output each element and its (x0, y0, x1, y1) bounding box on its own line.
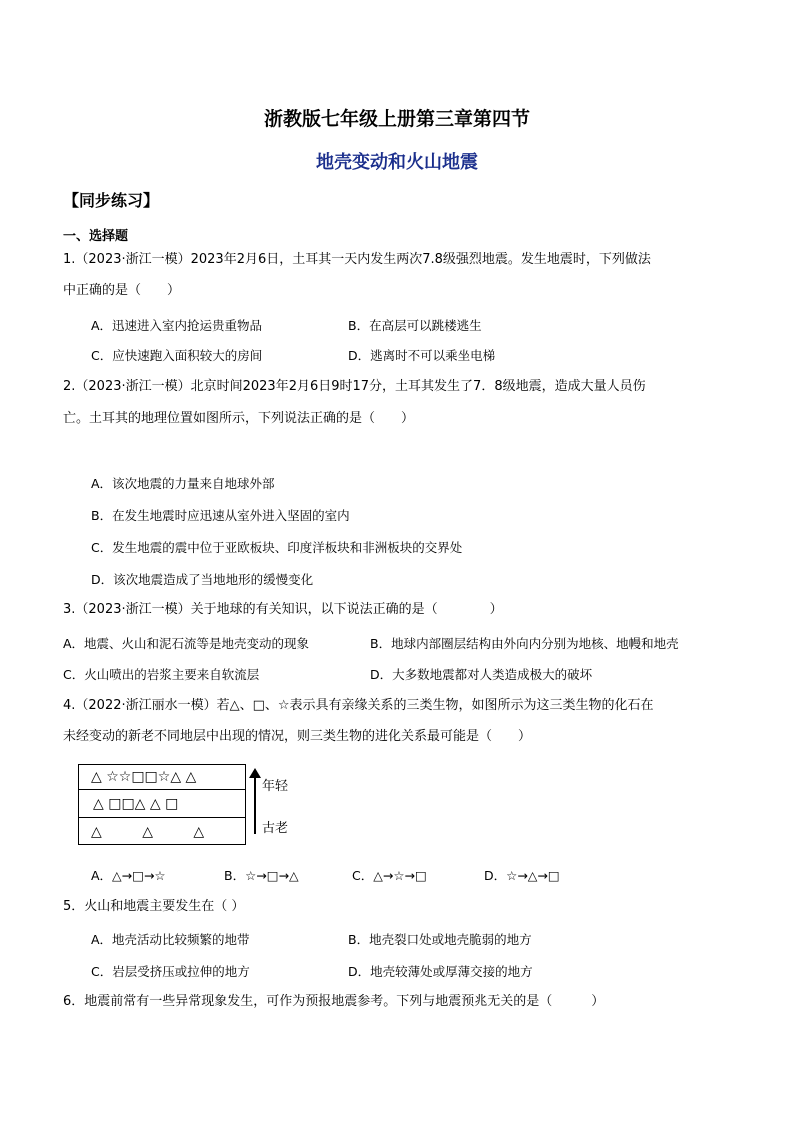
question-3-option-a: A．地震、火山和泥石流等是地壳变动的现象 (63, 636, 310, 651)
question-1-option-c: C．应快速跑入面积较大的房间 (91, 348, 263, 363)
question-1-option-d: D．逃离时不可以乘坐电梯 (348, 348, 496, 363)
question-2-option-b: B．在发生地震时应迅速从室外进入坚固的室内 (91, 508, 350, 523)
stratum-middle (79, 790, 245, 818)
part-heading: 一、选择题 (63, 229, 129, 244)
stratum-bottom-symbols: △ △ △ (91, 824, 205, 840)
stratum-top-symbols: △ ☆☆□□☆△ △ (91, 769, 197, 785)
question-2-option-d: D．该次地震造成了当地地形的缓慢变化 (91, 572, 314, 587)
stratum-top (79, 765, 245, 790)
section-heading: 【同步练习】 (63, 191, 160, 210)
arrow-shaft (254, 776, 256, 834)
question-5-line1: 5．火山和地震主要发生在（ ） (63, 899, 245, 914)
label-young: 年轻 (262, 779, 289, 794)
question-4-line1: 4.（2022·浙江丽水一模）若△、□、☆表示具有亲缘关系的三类生物，如图所示为这三类生物的化石在 (63, 698, 654, 713)
question-4-option-a: A．△→□→☆ (91, 868, 166, 883)
fossil-strata-figure (78, 764, 246, 845)
question-4-option-b: B．☆→□→△ (224, 868, 299, 883)
question-4-option-c: C．△→☆→□ (352, 868, 427, 883)
question-2-line2: 亡。土耳其的地理位置如图所示，下列说法正确的是（ ） (63, 411, 415, 426)
question-5-option-a: A．地壳活动比较频繁的地带 (91, 932, 250, 947)
question-4-line2: 未经变动的新老不同地层中出现的情况，则三类生物的进化关系最可能是（ ） (63, 729, 532, 744)
question-5-option-d: D．地壳较薄处或厚薄交接的地方 (348, 964, 533, 979)
question-5-option-c: C．岩层受挤压或拉伸的地方 (91, 964, 250, 979)
question-2-option-c: C．发生地震的震中位于亚欧板块、印度洋板块和非洲板块的交界处 (91, 540, 463, 555)
question-4-option-d: D．☆→△→□ (484, 868, 560, 883)
question-3-option-c: C．火山喷出的岩浆主要来自软流层 (63, 667, 260, 682)
question-5-option-b: B．地壳裂口处或地壳脆弱的地方 (348, 932, 532, 947)
page-title: 浙教版七年级上册第三章第四节 (263, 108, 530, 130)
question-1-line1: 1.（2023·浙江一模）2023年2月6日，土耳其一天内发生两次7.8级强烈地震。发生地震时，下列做法 (63, 252, 651, 267)
question-1-option-b: B．在高层可以跳楼逃生 (348, 318, 482, 333)
label-old: 古老 (262, 821, 289, 836)
question-2-line1: 2.（2023·浙江一模）北京时间2023年2月6日9时17分，土耳其发生了7．8级地震，造成大量人员伤 (63, 379, 646, 394)
question-2-option-a: A．该次地震的力量来自地球外部 (91, 476, 275, 491)
question-3-option-b: B．地球内部圈层结构由外向内分别为地核、地幔和地壳 (370, 636, 679, 651)
stratum-bottom (79, 818, 245, 843)
question-1-line2: 中正确的是（ ） (63, 283, 181, 298)
question-3-line1: 3.（2023·浙江一模）关于地球的有关知识，以下说法正确的是（ ） (63, 602, 503, 617)
question-1-option-a: A．迅速进入室内抢运贵重物品 (91, 318, 263, 333)
stratum-middle-symbols: △ □□△ △ □ (93, 796, 179, 812)
page-subtitle: 地壳变动和火山地震 (316, 152, 478, 173)
question-6-line1: 6．地震前常有一些异常现象发生，可作为预报地震参考。下列与地震预兆无关的是（ ） (63, 994, 605, 1009)
question-3-option-d: D．大多数地震都对人类造成极大的破坏 (370, 667, 593, 682)
